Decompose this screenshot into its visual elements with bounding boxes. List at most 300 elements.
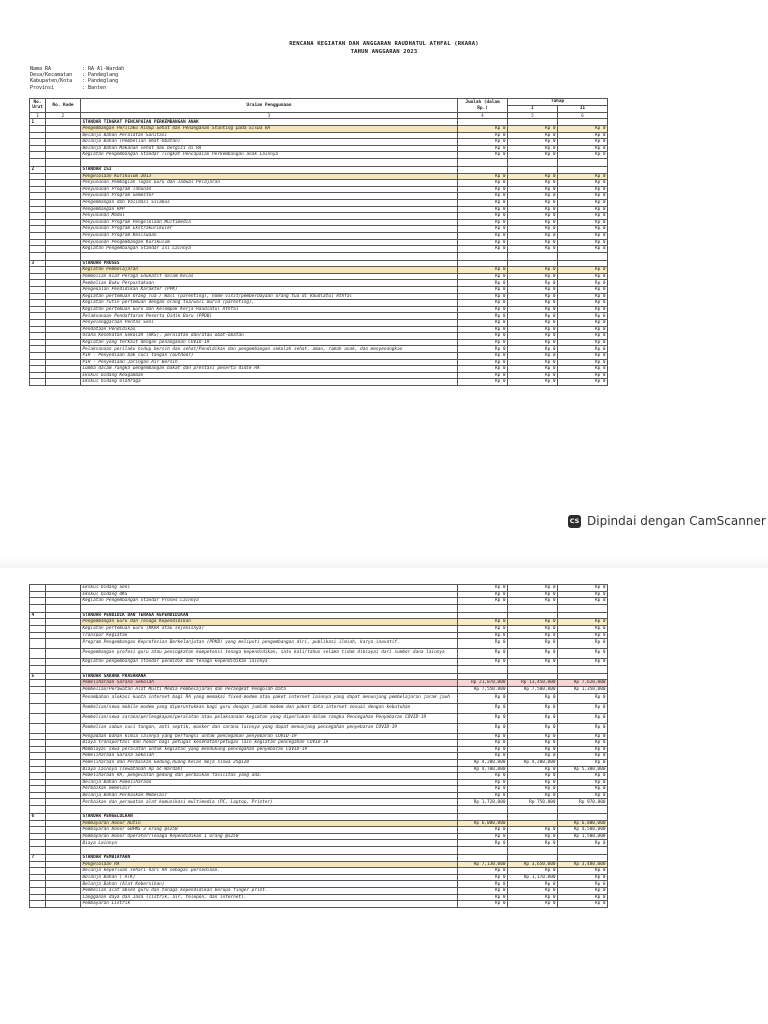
cell-uraian: Pembelian alat absen guru dan tenaga kependidikan berupa finger print. — [81, 888, 458, 895]
cell-jumlah: Rp 0 — [458, 779, 508, 786]
cell-tahap-1: Rp 0 — [508, 888, 558, 895]
cell-tahap-1: Rp 0 — [508, 632, 558, 639]
table-row — [30, 132, 608, 139]
cell-tahap-1 — [508, 806, 558, 814]
cell-uraian: STANDAR PENGELOLAAN — [81, 814, 458, 821]
cell-uraian: Perbaikan dan perawatan alat komunikasi multimedia (PC, Laptop, Printer) — [81, 799, 458, 806]
cell-no — [30, 888, 46, 895]
cell-kode — [46, 733, 81, 740]
cell-tahap-2: Rp 970,000 — [558, 799, 608, 806]
cell-no — [30, 827, 46, 834]
cell-kode — [46, 366, 81, 373]
cell-tahap-2: Rp 0 — [558, 173, 608, 180]
cell-tahap-1 — [508, 814, 558, 821]
cell-tahap-2: Rp 0 — [558, 649, 608, 659]
spacer-row — [30, 158, 608, 166]
budget-table-page-2 — [29, 584, 608, 908]
cell-uraian: Penyusunan Pembagian Tugas Guru dan Jadwal Pelajaran — [81, 180, 458, 187]
cell-jumlah: Rp 0 — [458, 300, 508, 307]
cell-tahap-2: Rp 0 — [558, 840, 608, 847]
cell-no — [30, 723, 46, 733]
col-number: 6 — [558, 113, 608, 119]
cell-uraian: PIH - Penyediaan Jaringan Air Bersih — [81, 359, 458, 366]
cell-jumlah — [458, 166, 508, 173]
table-row — [30, 746, 608, 753]
meta-label: Nama RA — [30, 66, 52, 72]
cell-jumlah: Rp 0 — [458, 693, 508, 703]
cell-kode — [46, 300, 81, 307]
cell-kode — [46, 759, 81, 766]
cell-uraian: Penyelenggaraan Pentas Seni — [81, 320, 458, 327]
table-row — [30, 333, 608, 340]
cell-tahap-2: Rp 0 — [558, 339, 608, 346]
cell-tahap-1: Rp 0 — [508, 339, 558, 346]
cell-uraian: Pembelian/Perawatan Alat Multi Media Pembelajaran dan Perangkat Pengolah Data — [81, 686, 458, 693]
cell-no — [30, 346, 46, 353]
table-row — [30, 874, 608, 881]
cell-uraian: Kegiatan Pengembangan Standar Proses Lainnya — [81, 598, 458, 605]
cell-tahap-2: Rp 0 — [558, 746, 608, 753]
table-row — [30, 145, 608, 152]
cell-tahap-1: Rp 0 — [508, 792, 558, 799]
cell-tahap-1: Rp 0 — [508, 740, 558, 747]
spacer-row — [30, 604, 608, 612]
cell-jumlah — [458, 119, 508, 126]
cell-kode — [46, 820, 81, 827]
cell-jumlah: Rp 0 — [458, 232, 508, 239]
col-number: 5 — [508, 113, 558, 119]
cell-uraian: Pembayaran Honor Rutin — [81, 820, 458, 827]
table-row — [30, 868, 608, 875]
cell-uraian: Kegiatan pertemuan Guru (KKRA atau sejenisnya) — [81, 625, 458, 632]
cell-no — [30, 226, 46, 233]
cell-kode — [46, 306, 81, 313]
cell-uraian: PIH - Penyediaan bak cuci tangan (outdoor) — [81, 353, 458, 360]
cell-kode — [46, 786, 81, 793]
cell-tahap-2: Rp 0 — [558, 199, 608, 206]
cell-uraian: Belanja keperluan sehari-hari RA sebagai persediaan. — [81, 868, 458, 875]
cell-uraian: Penyusunan Program Kesiswaan — [81, 232, 458, 239]
cell-tahap-2: Rp 0 — [558, 792, 608, 799]
cell-jumlah: Rp 0 — [458, 632, 508, 639]
cell-tahap-2: Rp 3,480,000 — [558, 861, 608, 868]
cell-tahap-2: Rp 0 — [558, 773, 608, 780]
school-identity — [30, 66, 124, 91]
cell-tahap-1: Rp 0 — [508, 379, 558, 386]
cell-jumlah: Rp 0 — [458, 199, 508, 206]
table-row — [30, 686, 608, 693]
cell-tahap-2 — [558, 673, 608, 680]
cell-tahap-2: Rp 0 — [558, 372, 608, 379]
cell-tahap-1: Rp 0 — [508, 868, 558, 875]
cell-no — [30, 766, 46, 773]
table-row — [30, 766, 608, 773]
cell-no — [30, 379, 46, 386]
cell-tahap-2: Rp 0 — [558, 786, 608, 793]
table-row — [30, 680, 608, 687]
cell-kode — [46, 855, 81, 862]
table-row — [30, 713, 608, 723]
cell-tahap-2 — [558, 158, 608, 166]
cell-tahap-2: Rp 0 — [558, 226, 608, 233]
cell-kode — [46, 840, 81, 847]
cell-kode — [46, 166, 81, 173]
cell-jumlah: Rp 0 — [458, 713, 508, 723]
cell-kode — [46, 639, 81, 649]
cell-tahap-2: Rp 0 — [558, 346, 608, 353]
table-row — [30, 186, 608, 193]
cell-tahap-2: Rp 0 — [558, 232, 608, 239]
cell-jumlah: Rp 0 — [458, 792, 508, 799]
budget-rows — [30, 119, 608, 386]
cell-tahap-1: Rp 0 — [508, 649, 558, 659]
cell-kode — [46, 346, 81, 353]
cell-kode — [46, 139, 81, 146]
cell-jumlah: Rp 0 — [458, 139, 508, 146]
cell-tahap-2: Rp 0 — [558, 145, 608, 152]
cell-tahap-2: Rp 6,000,000 — [558, 820, 608, 827]
cell-no — [30, 339, 46, 346]
cell-tahap-1: Rp 0 — [508, 366, 558, 373]
cell-no — [30, 193, 46, 200]
cell-jumlah — [458, 673, 508, 680]
cell-no — [30, 619, 46, 626]
cell-kode — [46, 193, 81, 200]
cell-no — [30, 280, 46, 287]
table-row — [30, 619, 608, 626]
table-row — [30, 659, 608, 666]
table-row — [30, 280, 608, 287]
meta-value: : RA Al-Wardah — [82, 66, 125, 72]
cell-uraian: STANDAR SARANA PRASARANA — [81, 673, 458, 680]
cell-jumlah: Rp 0 — [458, 132, 508, 139]
cell-no: 2 — [30, 166, 46, 173]
table-row — [30, 901, 608, 908]
cell-no — [30, 693, 46, 703]
cell-jumlah: Rp 0 — [458, 827, 508, 834]
cell-no — [30, 665, 46, 673]
cell-uraian: Biaya Lainnya — [81, 840, 458, 847]
cell-tahap-2: Rp 0 — [558, 320, 608, 327]
cell-no — [30, 680, 46, 687]
cell-no — [30, 267, 46, 274]
cell-no — [30, 158, 46, 166]
cell-jumlah — [458, 260, 508, 267]
cell-tahap-2: Rp 0 — [558, 359, 608, 366]
cell-uraian: Pembayaran Honor Operator/Tenaga Kependidikan 1 orang @s250 — [81, 833, 458, 840]
cell-uraian: Kegiatan yang terkait dengan penanganan COVID-19 — [81, 339, 458, 346]
cell-tahap-1: Rp 0 — [508, 300, 558, 307]
cell-tahap-2: Rp 0 — [558, 239, 608, 246]
cell-jumlah: Rp 0 — [458, 273, 508, 280]
table-row — [30, 591, 608, 598]
section-row — [30, 673, 608, 680]
cell-no — [30, 372, 46, 379]
cell-no — [30, 152, 46, 159]
cell-no — [30, 649, 46, 659]
cell-uraian: Penyusunan Program Ekstrakurikuler — [81, 226, 458, 233]
section-row — [30, 855, 608, 862]
col-number: 3 — [81, 113, 458, 119]
cell-no — [30, 333, 46, 340]
cell-jumlah: Rp 0 — [458, 746, 508, 753]
cell-jumlah: Rp 21,070,000 — [458, 680, 508, 687]
cell-tahap-1: Rp 0 — [508, 320, 558, 327]
cell-jumlah — [458, 612, 508, 619]
table-row — [30, 773, 608, 780]
cell-tahap-1: Rp 0 — [508, 139, 558, 146]
cell-tahap-2 — [558, 814, 608, 821]
cell-no: 5 — [30, 673, 46, 680]
cell-no — [30, 625, 46, 632]
cell-jumlah: Rp 0 — [458, 287, 508, 294]
cell-tahap-2: Rp 0 — [558, 186, 608, 193]
table-row — [30, 888, 608, 895]
cell-tahap-1: Rp 0 — [508, 226, 558, 233]
cell-no — [30, 847, 46, 855]
cell-tahap-2 — [558, 847, 608, 855]
col-tahap: Tahap — [508, 99, 608, 106]
cell-tahap-1 — [508, 612, 558, 619]
cell-kode — [46, 353, 81, 360]
cell-jumlah: Rp 0 — [458, 723, 508, 733]
cell-no — [30, 861, 46, 868]
cell-jumlah: Rp 0 — [458, 868, 508, 875]
cell-kode — [46, 199, 81, 206]
cell-kode — [46, 219, 81, 226]
cell-jumlah: Rp 0 — [458, 293, 508, 300]
cell-tahap-2 — [558, 119, 608, 126]
cell-kode — [46, 232, 81, 239]
cell-jumlah: Rp 0 — [458, 585, 508, 592]
cell-tahap-1: Rp 0 — [508, 703, 558, 713]
cell-uraian: Pengembangan dan Validasi Silabus — [81, 199, 458, 206]
cell-uraian: Kegiatan Pengembangan Standar Tingkat Pencapaian Perkembangan anak Lainnya — [81, 152, 458, 159]
cell-tahap-1: Rp 0 — [508, 598, 558, 605]
table-row — [30, 598, 608, 605]
cell-tahap-2: Rp 0 — [558, 132, 608, 139]
cell-uraian: Pelaksanaan Pendaftaran Peserta Didik Baru (PPDB) — [81, 313, 458, 320]
cell-kode — [46, 598, 81, 605]
cell-uraian: Penambahan alokasi kuota internet bagi RA yang memakai fixed-modem atau paket internet lainnya yang dapat menunjang pembelajaran jarak jauh — [81, 693, 458, 703]
cell-uraian — [81, 604, 458, 612]
cell-tahap-2: Rp 0 — [558, 733, 608, 740]
cell-tahap-1: Rp 0 — [508, 766, 558, 773]
cell-uraian: Pembelian Buku Perpustakaan — [81, 280, 458, 287]
cell-tahap-1: Rp 0 — [508, 833, 558, 840]
cell-uraian: Pembelian Alat Peraga Edukatif dalam Kelas — [81, 273, 458, 280]
cell-uraian: Pendataan Pendidikan — [81, 326, 458, 333]
cell-tahap-2: Rp 0 — [558, 267, 608, 274]
table-row — [30, 353, 608, 360]
cell-tahap-1: Rp 0 — [508, 639, 558, 649]
cell-uraian: Pengadaan bahan kimia lainnya yang berfungsi untuk pencegahan penyebaran COVID-19 — [81, 733, 458, 740]
cell-jumlah: Rp 0 — [458, 313, 508, 320]
cell-uraian: Belanja Bahan (Alat Kebersihan) — [81, 881, 458, 888]
section-row — [30, 814, 608, 821]
cell-jumlah: Rp 0 — [458, 591, 508, 598]
cell-uraian: Pengembangan Guru dan Tenaga Kependidikan — [81, 619, 458, 626]
cell-no — [30, 199, 46, 206]
table-row — [30, 625, 608, 632]
col-number: 4 — [458, 113, 508, 119]
col-tahap-2: II — [558, 106, 608, 113]
cell-uraian: Pengembangan RPP — [81, 206, 458, 213]
cell-no — [30, 806, 46, 814]
col-uraian: Uraian Penggunaan — [81, 99, 458, 113]
cell-kode — [46, 372, 81, 379]
scan-page-2 — [0, 568, 768, 1024]
cell-kode — [46, 833, 81, 840]
cell-uraian: Membiayai sewa peralatan untuk kegiatan yang mendukung pencegahan penyebaran COVID-19 — [81, 746, 458, 753]
cell-kode — [46, 799, 81, 806]
meta-value: : Pandeglang — [82, 78, 119, 85]
cell-uraian: Kegiatan Pembelajaran — [81, 267, 458, 274]
cell-jumlah: Rp 0 — [458, 733, 508, 740]
cell-jumlah: Rp 4,200,000 — [458, 759, 508, 766]
table-row — [30, 346, 608, 353]
cell-kode — [46, 326, 81, 333]
cell-kode — [46, 252, 81, 260]
table-row — [30, 820, 608, 827]
cell-kode — [46, 888, 81, 895]
cell-tahap-1 — [508, 820, 558, 827]
cell-kode — [46, 359, 81, 366]
cell-tahap-1: Rp 750,000 — [508, 799, 558, 806]
cell-tahap-1: Rp 0 — [508, 372, 558, 379]
cell-uraian: STANDAR PROSES — [81, 260, 458, 267]
cell-uraian: Pengelolaan Kurikulum 2013 — [81, 173, 458, 180]
cell-jumlah: Rp 6,000,000 — [458, 820, 508, 827]
table-row — [30, 861, 608, 868]
cell-uraian: Ekskul bidang Olahraga — [81, 379, 458, 386]
cell-no — [30, 733, 46, 740]
cell-tahap-2: Rp 0 — [558, 894, 608, 901]
cell-tahap-1: Rp 0 — [508, 199, 558, 206]
cell-tahap-2: Rp 0 — [558, 206, 608, 213]
cell-kode — [46, 649, 81, 659]
cell-jumlah: Rp 0 — [458, 239, 508, 246]
table-row — [30, 632, 608, 639]
cell-kode — [46, 792, 81, 799]
cell-uraian: Lomba dalam rangka pengembangan bakat dan prestasi peserta didik RA — [81, 366, 458, 373]
cell-tahap-2: Rp 1,350,000 — [558, 686, 608, 693]
cell-jumlah: Rp 0 — [458, 320, 508, 327]
table-row — [30, 359, 608, 366]
cell-no — [30, 632, 46, 639]
cell-no — [30, 799, 46, 806]
meta-row — [30, 85, 124, 91]
cell-uraian: Pembelian/sewa mobile modem yang diperuntukkan bagi guru dengan jumlah modem dan paket data internet sesuai dengan kebutuhan — [81, 703, 458, 713]
cell-uraian: Pemeliharaan Sarana Sekolah — [81, 753, 458, 760]
cell-no: 4 — [30, 612, 46, 619]
cell-kode — [46, 703, 81, 713]
cell-tahap-2: Rp 0 — [558, 632, 608, 639]
cell-tahap-2: Rp 0 — [558, 874, 608, 881]
cell-no — [30, 773, 46, 780]
cell-tahap-2: Rp 0 — [558, 639, 608, 649]
cell-tahap-1: Rp 0 — [508, 287, 558, 294]
table-row — [30, 139, 608, 146]
cell-uraian — [81, 665, 458, 673]
table-row — [30, 193, 608, 200]
cell-tahap-1 — [508, 260, 558, 267]
table-row — [30, 306, 608, 313]
cell-jumlah: Rp 0 — [458, 219, 508, 226]
cell-tahap-2: Rp 5,300,000 — [558, 766, 608, 773]
cell-no — [30, 353, 46, 360]
cell-jumlah: Rp 0 — [458, 326, 508, 333]
budget-rows — [30, 585, 608, 908]
cell-tahap-2: Rp 0 — [558, 868, 608, 875]
cell-tahap-1: Rp 0 — [508, 306, 558, 313]
cell-tahap-2: Rp 0 — [558, 293, 608, 300]
cell-no — [30, 366, 46, 373]
col-kode: No. Kode — [46, 99, 81, 113]
cell-kode — [46, 753, 81, 760]
cell-no — [30, 206, 46, 213]
table-row — [30, 273, 608, 280]
cell-jumlah — [458, 855, 508, 862]
cell-no — [30, 901, 46, 908]
cell-kode — [46, 333, 81, 340]
cell-kode — [46, 814, 81, 821]
cell-no — [30, 239, 46, 246]
cell-kode — [46, 239, 81, 246]
cell-no — [30, 703, 46, 713]
cell-tahap-1: Rp 0 — [508, 353, 558, 360]
cell-jumlah: Rp 0 — [458, 833, 508, 840]
table-row — [30, 799, 608, 806]
cell-no: 6 — [30, 814, 46, 821]
table-row — [30, 894, 608, 901]
cell-tahap-1: Rp 0 — [508, 152, 558, 159]
cell-tahap-2: Rp 0 — [558, 740, 608, 747]
cell-jumlah: Rp 0 — [458, 180, 508, 187]
cell-jumlah: Rp 0 — [458, 126, 508, 133]
cell-jumlah: Rp 0 — [458, 625, 508, 632]
document-title: RENCANA KEGIATAN DAN ANGGARAN RAUDHATUL ATHFAL (RKARA) — [289, 41, 479, 47]
cell-uraian: Pengelolaan RA — [81, 861, 458, 868]
cell-no — [30, 293, 46, 300]
cell-kode — [46, 126, 81, 133]
cell-no — [30, 713, 46, 723]
cell-tahap-1 — [508, 855, 558, 862]
cell-no — [30, 320, 46, 327]
cell-no — [30, 287, 46, 294]
cell-tahap-1: Rp 13,450,000 — [508, 680, 558, 687]
cell-tahap-2: Rp 0 — [558, 280, 608, 287]
cell-jumlah: Rp 0 — [458, 372, 508, 379]
cell-uraian: Pembelian/sewa sarana/perlengkapan/peralatan atau pelaksanaan kegiatan yang diperlukan dalam rangka Pencegahan Penyebaran COVID-19 — [81, 713, 458, 723]
table-row — [30, 267, 608, 274]
cell-jumlah: Rp 0 — [458, 152, 508, 159]
cell-uraian: Program Pengembangan Keprofesian Berkelanjutan (PPKB) yang meliputi pengembangan diri, publikasi ilmiah, karya inovatif. — [81, 639, 458, 649]
cell-tahap-1: Rp 0 — [508, 619, 558, 626]
table-row — [30, 206, 608, 213]
cell-uraian: Pembayaran Honor GBPNS 3 orang @s250 — [81, 827, 458, 834]
table-row — [30, 881, 608, 888]
cell-no — [30, 219, 46, 226]
cell-jumlah — [458, 806, 508, 814]
cell-tahap-2 — [558, 260, 608, 267]
cell-tahap-2: Rp 0 — [558, 126, 608, 133]
cell-tahap-2: Rp 0 — [558, 139, 608, 146]
table-row — [30, 379, 608, 386]
cell-kode — [46, 632, 81, 639]
cell-no — [30, 173, 46, 180]
table-row — [30, 300, 608, 307]
